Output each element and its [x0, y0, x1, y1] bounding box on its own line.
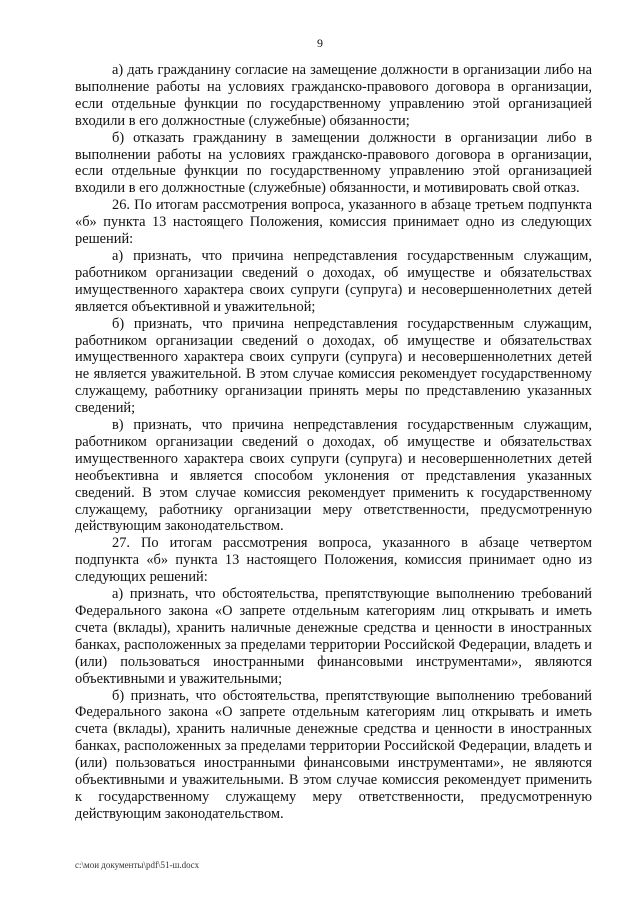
paragraph-item-26-b: б) признать, что причина непредставления государственным служащим, работником организации сведений о доходах, об имуществе и обязательствах имущественного характера своих супруги (супруга) и несовершеннолетних детей не является уважительной. В этом случае комиссия рекомендует государственному служащему, работнику организации принять меры по представлению указанных сведений;	[75, 315, 592, 417]
footer-file-path: c:\мои документы\pdf\51-ш.docx	[75, 860, 200, 870]
paragraph-decision-b-refuse: б) отказать гражданину в замещении должности в организации либо в выполнении работы на условиях гражданско-правового договора в организации, если отдельные функции по государственному управлению этой организацией входили в его должностные (служебные) обязанности, и мотивировать свой отказ.	[75, 129, 592, 197]
paragraph-item-27: 27. По итогам рассмотрения вопроса, указанного в абзаце четвертом подпункта «б» пункта 13 настоящего Положения, комиссия принимает одно из следующих решений:	[75, 535, 592, 586]
paragraph-item-26-v: в) признать, что причина непредставления государственным служащим, работником организации сведений о доходах, об имуществе и обязательствах имущественного характера своих супруги (супруга) и несовершеннолетних детей необъективна и является способом уклонения от представления указанных сведений. В этом случае комиссия рекомендует применить к государственному служащему, работнику организации меру ответственности, предусмотренную действующим законодательством.	[75, 417, 592, 535]
document-body	[75, 62, 592, 823]
page-number: 9	[317, 36, 323, 50]
paragraph-item-27-a: а) признать, что обстоятельства, препятствующие выполнению требований Федерального закона «О запрете отдельным категориям лиц открывать и иметь счета (вклады), хранить наличные денежные средства и ценности в иностранных банках, расположенных за пределами территории Российской Федерации, владеть и (или) пользоваться иностранными финансовыми инструментами», являются объективными и уважительными;	[75, 586, 592, 687]
paragraph-item-26-a: а) признать, что причина непредставления государственным служащим, работником организации сведений о доходах, об имуществе и обязательствах имущественного характера своих супруги (супруга) и несовершеннолетних детей является объективной и уважительной;	[75, 247, 592, 315]
paragraph-item-26: 26. По итогам рассмотрения вопроса, указанного в абзаце третьем подпункта «б» пункта 13 настоящего Положения, комиссия принимает одно из следующих решений:	[75, 197, 592, 248]
paragraph-item-27-b: б) признать, что обстоятельства, препятствующие выполнению требований Федерального закона «О запрете отдельным категориям лиц открывать и иметь счета (вклады), хранить наличные денежные средства и ценности в иностранных банках, расположенных за пределами территории Российской Федерации, владеть и (или) пользоваться иностранными финансовыми инструментами», не являются объективными и уважительными. В этом случае комиссия рекомендует применить к государственному служащему меру ответственности, предусмотренную действующим законодательством.	[75, 687, 592, 822]
paragraph-decision-a-consent: а) дать гражданину согласие на замещение должности в организации либо на выполнение работы на условиях гражданско-правового договора в организации, если отдельные функции по государственному управлению этой организацией входили в его должностные (служебные) обязанности;	[75, 62, 592, 129]
